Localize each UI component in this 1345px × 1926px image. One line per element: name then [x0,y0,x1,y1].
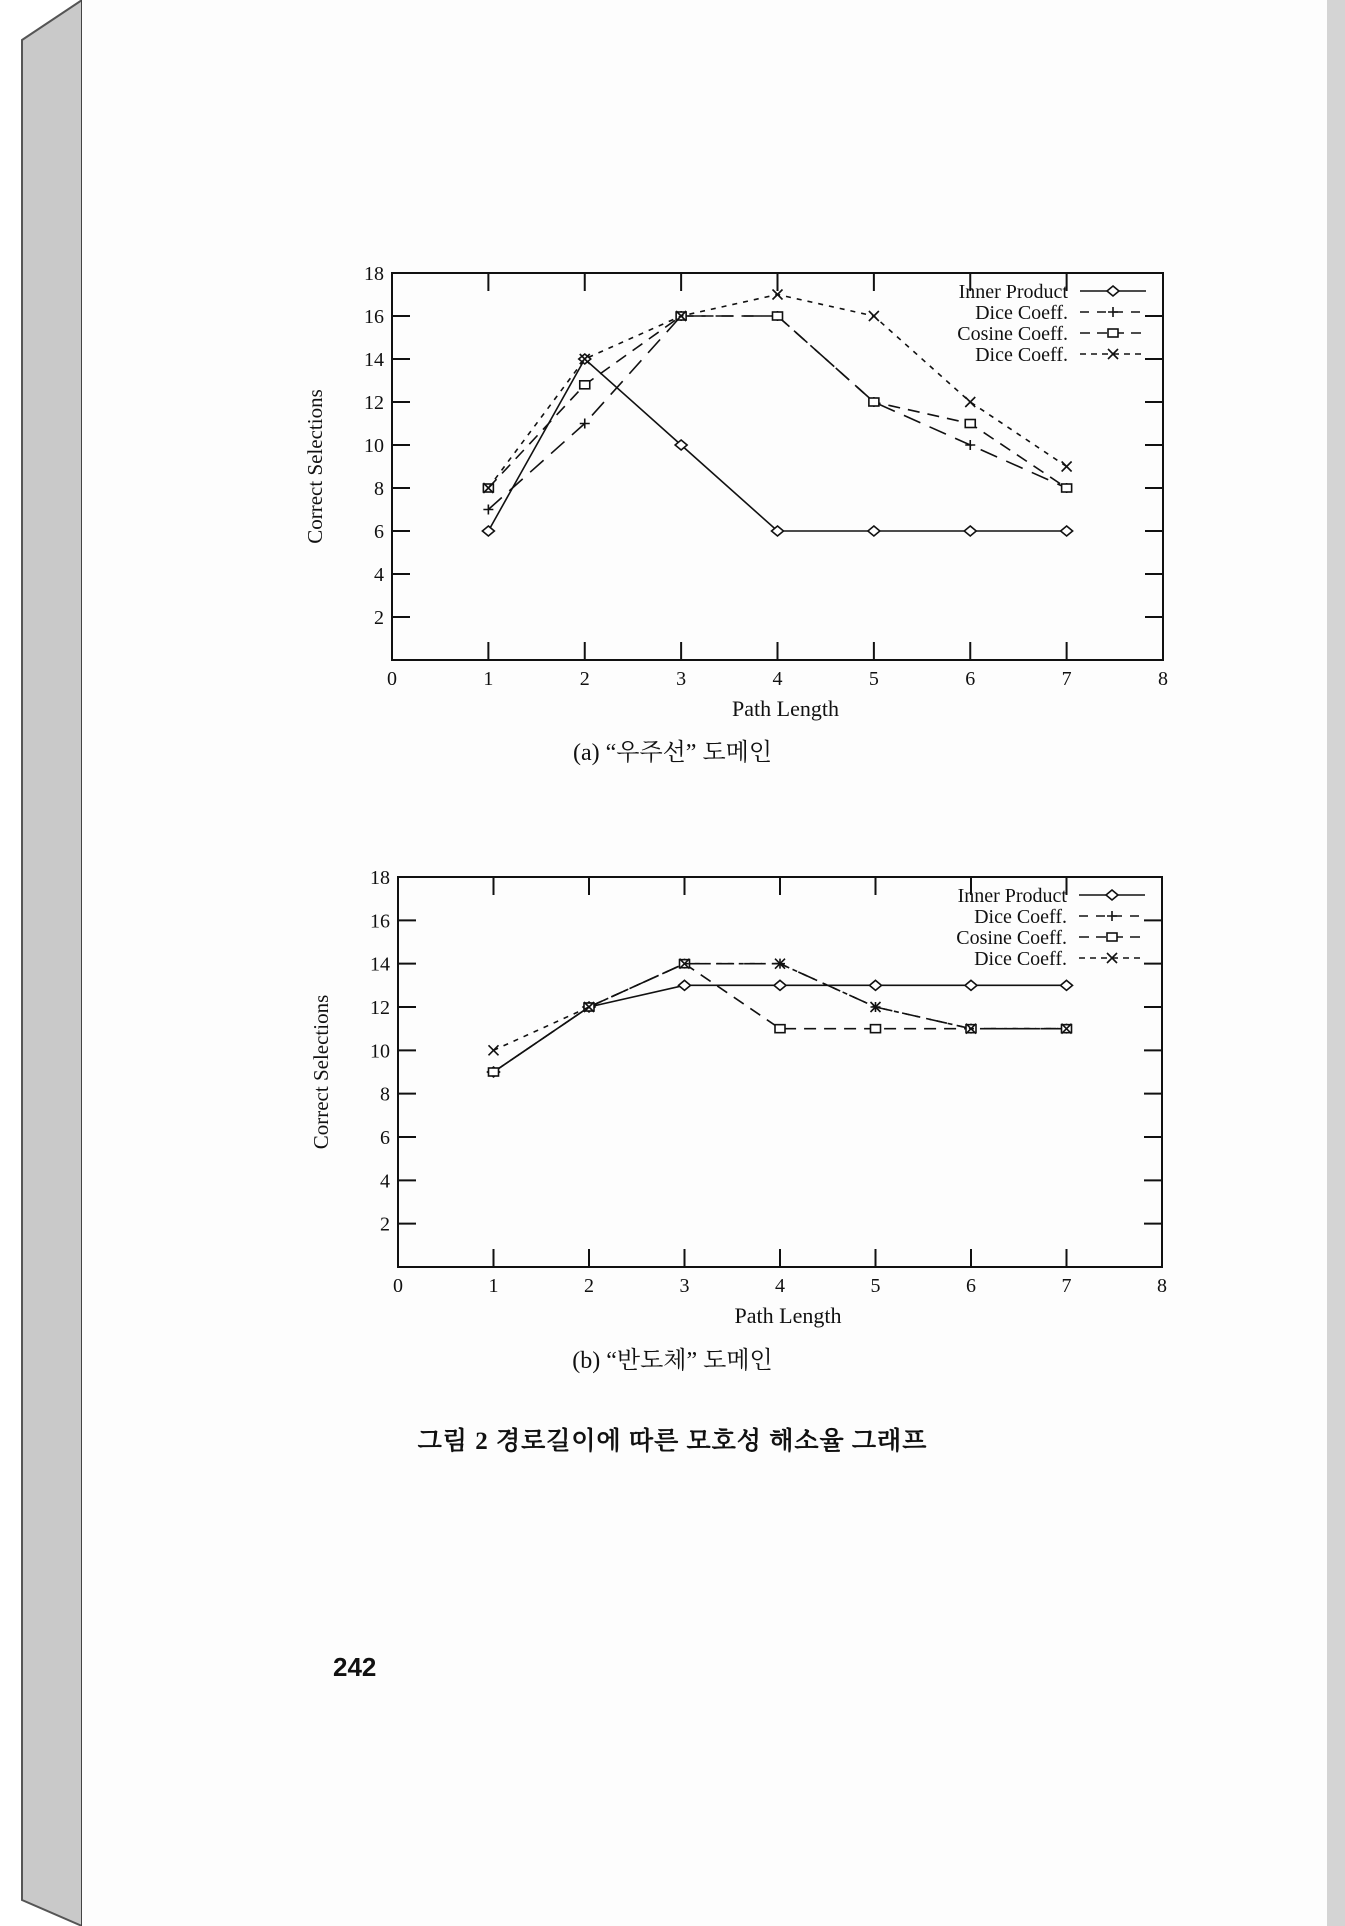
chart-b-series-line-3 [494,964,1067,1051]
chart-b-legend-label-1: Dice Coeff. [974,906,1067,928]
chart-b-x-tick-label: 3 [679,1275,690,1297]
chart-a-legend-label-3: Dice Coeff. [975,344,1068,366]
chart-b-series-2-point [775,1025,785,1033]
chart-b-y-tick-label: 10 [370,1040,390,1063]
chart-b-x-tick-label: 7 [1061,1275,1072,1297]
chart-b-x-axis-label: Path Length [734,1303,842,1328]
figure-caption: 그림 2 경로길이에 따른 모호성 해소율 그래프 [417,1428,928,1455]
chart-a-x-tick-label: 2 [579,668,590,690]
chart-b-x-tick-label: 0 [393,1275,403,1297]
chart-b-legend-marker-0 [1106,890,1118,900]
chart-b-series-3-point [489,1045,499,1055]
chart-b-series-0-point [774,980,786,990]
chart-b-y-tick-label: 12 [370,997,390,1019]
chart-b-y-tick-label: 18 [370,867,390,889]
chart-b-series-0-point [965,980,977,990]
chart-b-series-2-point [871,1025,881,1033]
chart-a-x-axis-label: Path Length [732,696,839,721]
chart-a-x-tick-label: 0 [387,668,397,690]
chart-b-series-0-point [1061,980,1073,990]
chart-b-legend-label-0: Inner Product [957,885,1067,907]
chart-a-y-tick-label: 8 [374,478,384,500]
chart-b-x-tick-label: 1 [488,1275,499,1297]
chart-a-y-tick-label: 12 [364,392,384,414]
chart-b-legend-label-2: Cosine Coeff. [956,927,1067,949]
chart-a-x-tick-label: 3 [676,668,687,690]
chart-a-y-tick-label: 4 [374,564,384,586]
chart-b-legend-marker-1 [1107,911,1117,921]
chart-b-y-tick-label: 4 [380,1170,390,1193]
chart-b-series-0-point [679,980,691,990]
chart-a-x-tick-label: 8 [1158,668,1168,690]
chart-a-y-axis-label: Correct Selections [303,389,327,544]
page-number: 242 [333,1652,377,1682]
chart-a-legend-label-2: Cosine Coeff. [957,323,1068,345]
chart-a-y-tick-label: 2 [374,607,384,629]
chart-a-x-tick-label: 6 [965,668,976,690]
chart-a-y-tick-label: 10 [364,435,384,457]
chart-b-y-tick-label: 16 [370,910,390,933]
chart-a-x-tick-label: 1 [483,668,494,690]
chart-a-y-tick-label: 6 [374,521,384,543]
chart-b-series-2-point [489,1068,499,1076]
chart-b-x-tick-label: 5 [870,1275,881,1297]
chart-a-x-tick-label: 5 [868,668,879,690]
chart-b-x-tick-label: 8 [1157,1275,1167,1297]
chart-b-series-3 [489,959,1072,1056]
chart-b-x-tick-label: 6 [966,1275,976,1297]
chart-b-caption: (b) “반도체” 도메인 [572,1348,773,1374]
chart-b-y-tick-label: 14 [370,953,390,976]
chart-b-series-2 [489,960,1072,1076]
chart-a-x-tick-label: 4 [772,668,783,690]
chart-b-series-0-point [870,980,882,990]
chart-a-y-tick-label: 18 [364,263,384,285]
chart-a-y-tick-label: 14 [364,349,384,371]
chart-a-caption: (a) “우주선” 도메인 [572,740,773,766]
chart-a-legend-label-1: Dice Coeff. [975,302,1068,324]
chart-b-legend-marker-2 [1107,933,1117,941]
chart-a-legend-label-0: Inner Product [958,281,1068,303]
chart-a-x-tick-label: 7 [1061,668,1072,690]
chart-b-y-axis-label: Correct Selections [309,994,333,1150]
chart-b-y-tick-label: 6 [380,1127,390,1149]
chart-b-y-tick-label: 2 [380,1213,390,1236]
chart-b-x-tick-label: 2 [584,1275,594,1297]
chart-b-x-tick-label: 4 [775,1275,785,1297]
chart-a-y-tick-label: 16 [364,306,384,328]
chart-b-y-tick-label: 8 [380,1083,390,1106]
chart-b-series-1 [489,959,1072,1077]
chart-b-legend-label-3: Dice Coeff. [974,948,1067,970]
